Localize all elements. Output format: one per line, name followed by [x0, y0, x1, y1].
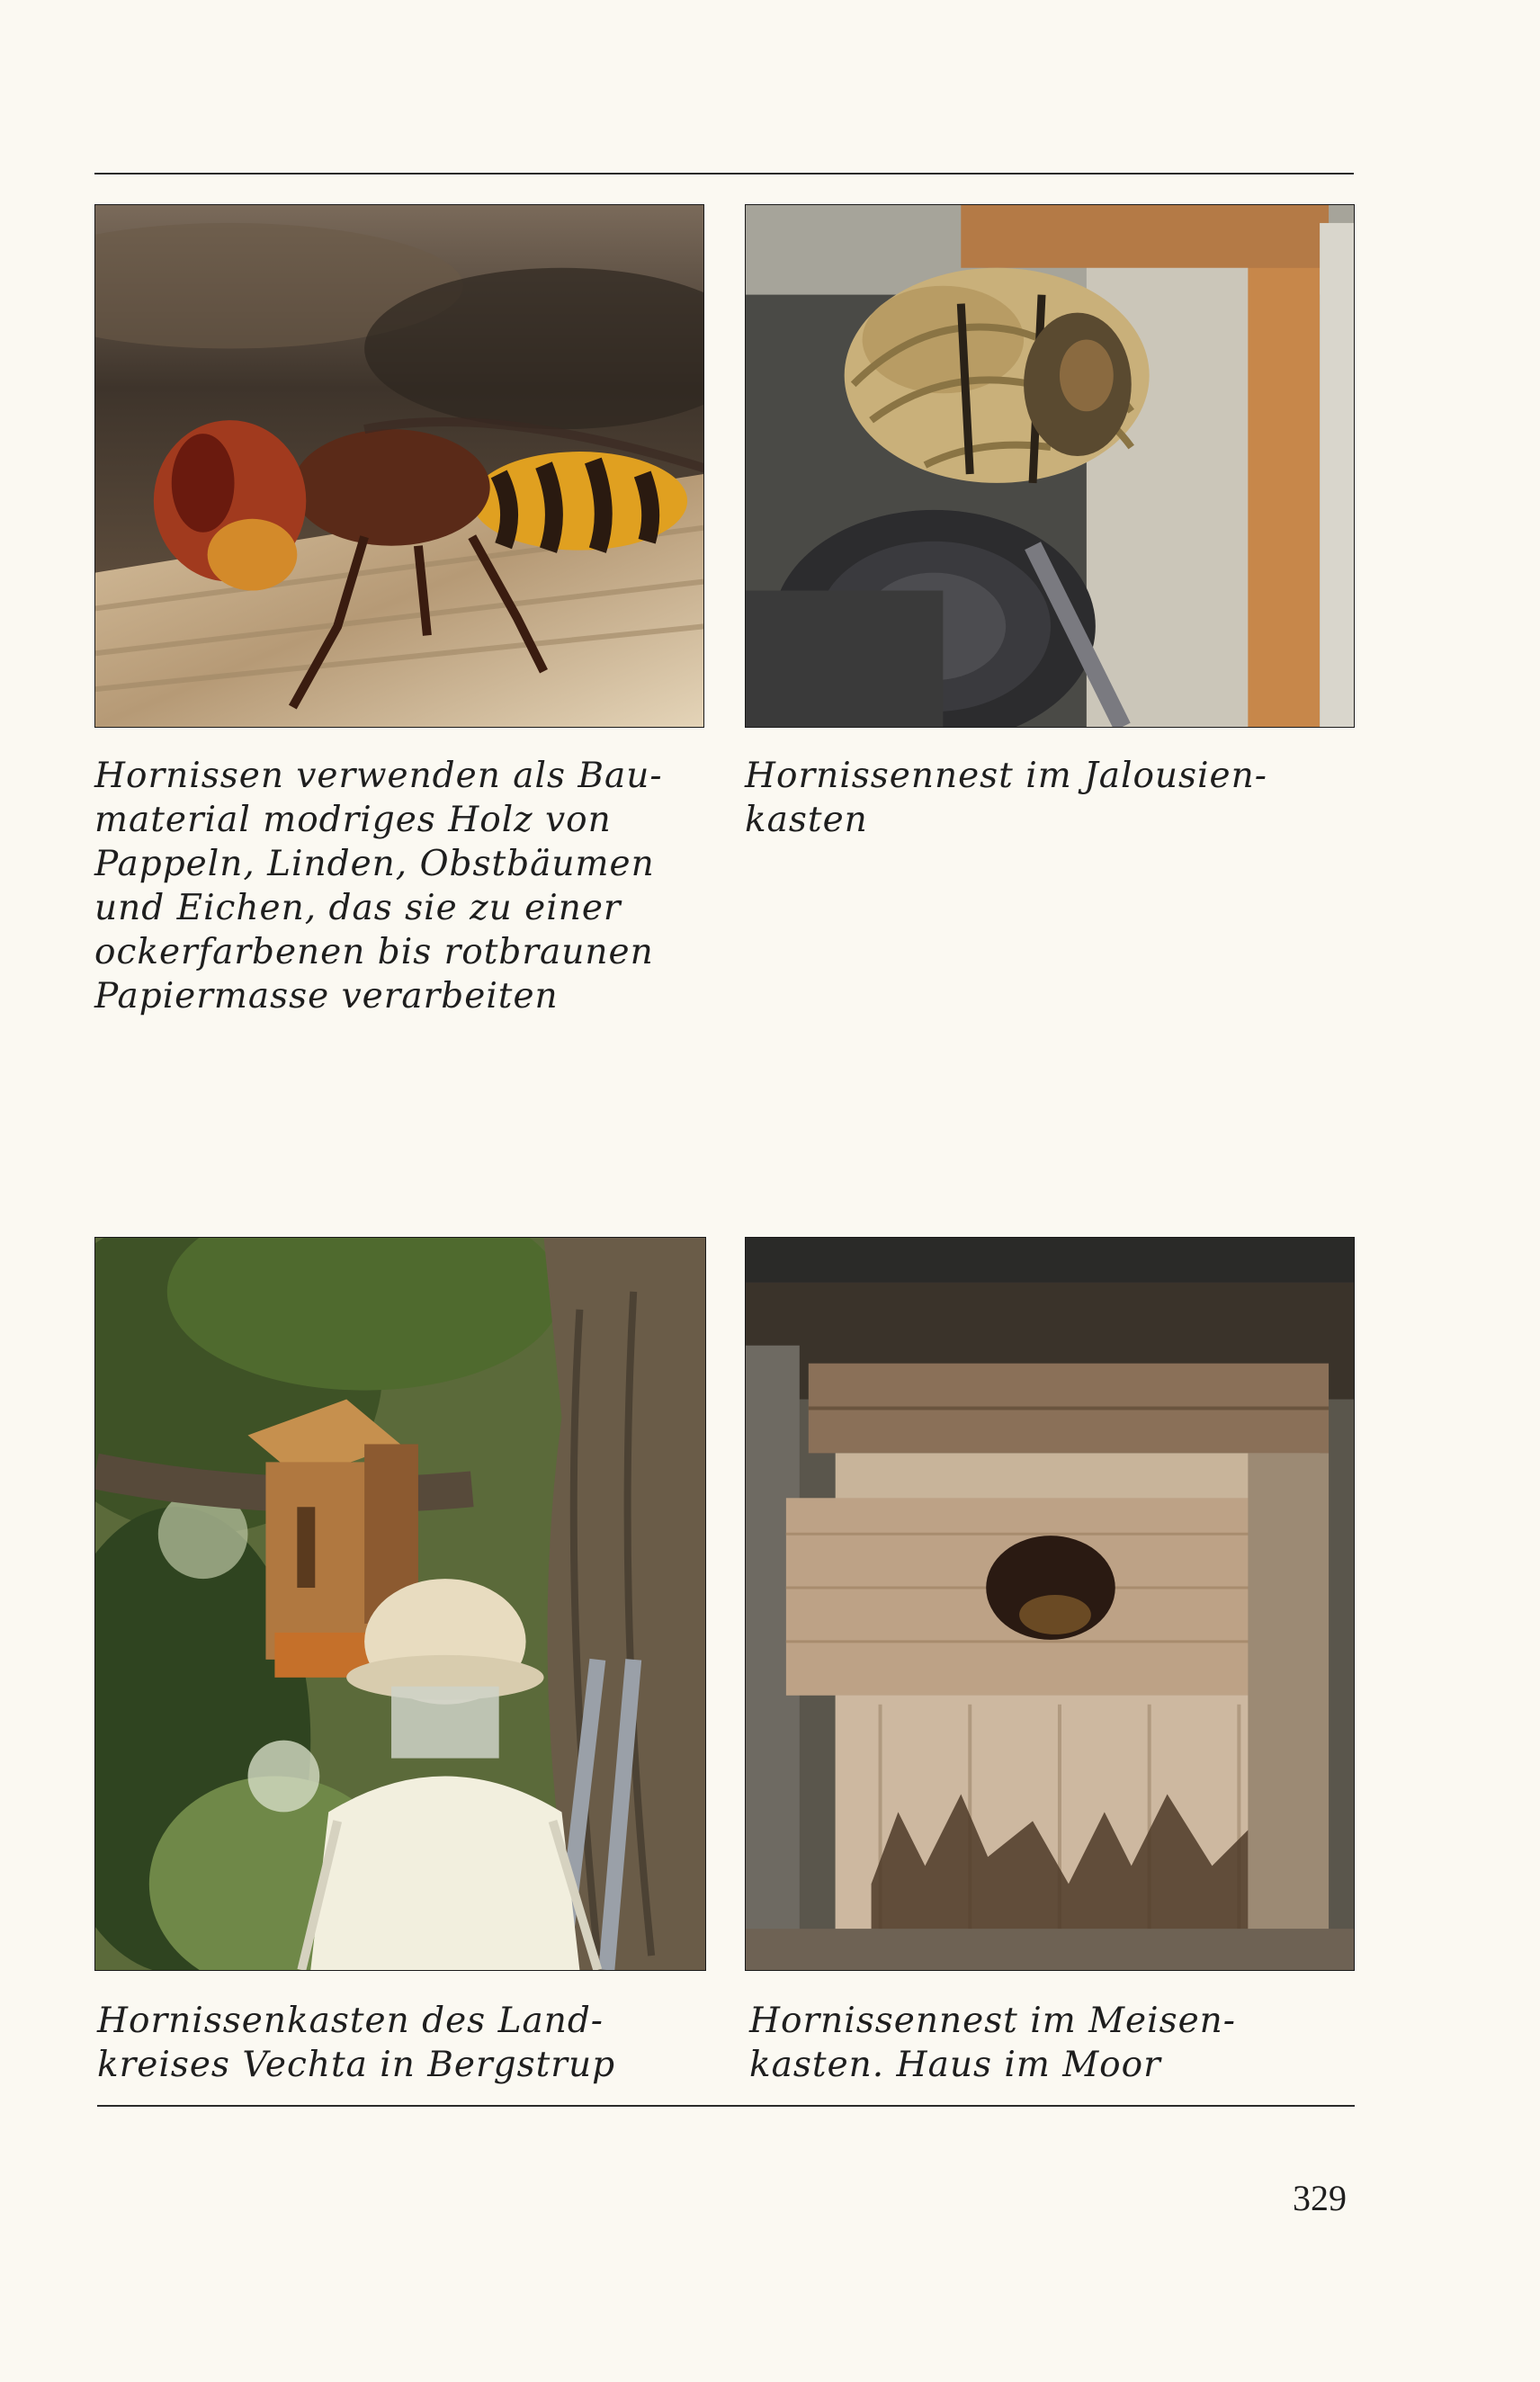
caption-line: Hornissennest im Jalousien- [745, 756, 1267, 796]
caption-line: Hornissennest im Meisen- [749, 2001, 1236, 2041]
photo-hornet-box-on-tree [94, 1237, 706, 1971]
caption-line: ockerfarbenen bis rotbraunen [94, 932, 654, 972]
caption-line: kasten. Haus im Moor [749, 2045, 1161, 2085]
caption-photo-4 [749, 1999, 1236, 2087]
caption-line: material modriges Holz von [94, 800, 612, 840]
caption-line: Hornissenkasten des Land- [97, 2001, 604, 2041]
photo-hornet-on-wood [94, 204, 704, 728]
photo-nest-in-birdhouse [745, 1237, 1355, 1971]
caption-photo-3 [97, 1999, 615, 2087]
caption-line: Pappeln, Linden, Obstbäumen [94, 844, 655, 884]
bottom-rule [97, 2105, 1355, 2107]
caption-line: kasten [745, 800, 868, 840]
top-rule [94, 173, 1354, 175]
photo-nest-in-shutter-box [745, 204, 1355, 728]
caption-line: Papiermasse verarbeiten [94, 976, 559, 1016]
caption-line: Hornissen verwenden als Bau- [94, 756, 663, 796]
caption-photo-1 [94, 754, 663, 1018]
page-number: 329 [1293, 2178, 1347, 2218]
caption-line: kreises Vechta in Bergstrup [97, 2045, 616, 2085]
caption-photo-2 [745, 754, 1267, 842]
caption-line: und Eichen, das sie zu einer [94, 888, 622, 928]
